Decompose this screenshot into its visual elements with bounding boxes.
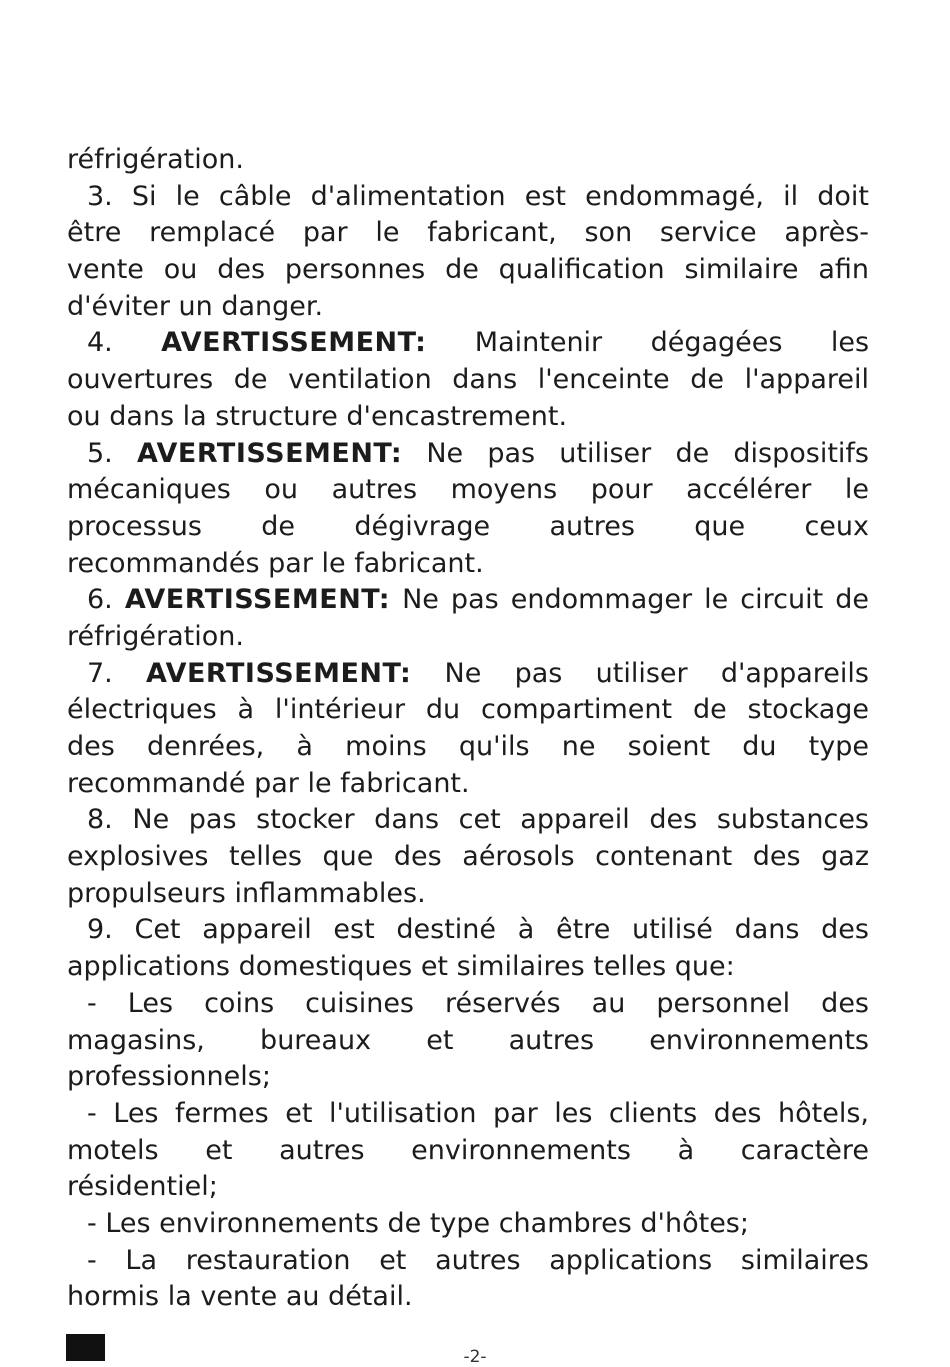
- text-line: [67, 546, 869, 583]
- text-line: [67, 1279, 869, 1316]
- text-line: [67, 949, 869, 986]
- text-line: [67, 1206, 869, 1243]
- line-text: ouvertures de ventilation dans l'enceinte de l'appareil: [67, 364, 869, 396]
- text-line: [67, 1059, 869, 1096]
- text-line: [67, 876, 869, 913]
- line-text: réfrigération.: [67, 620, 244, 652]
- text-line: [67, 729, 869, 766]
- text-line: [67, 1096, 869, 1133]
- text-line: [67, 582, 869, 619]
- text-line: [67, 142, 869, 179]
- line-text: 9. Cet appareil est destiné à être utilisé dans des: [87, 914, 869, 946]
- line-text: - Les coins cuisines réservés au personnel des: [87, 987, 869, 1019]
- text-line: [67, 1133, 869, 1170]
- line-text: motels et autres environnements à caractère: [67, 1134, 869, 1166]
- text-line: [67, 399, 869, 436]
- text-line: [67, 179, 869, 216]
- text-line: [67, 1243, 869, 1280]
- line-text: magasins, bureaux et autres environnements: [67, 1024, 869, 1056]
- text-line: [67, 656, 869, 693]
- line-text: hormis la vente au détail.: [67, 1281, 413, 1313]
- text-line: [67, 839, 869, 876]
- item-number: 6.: [87, 584, 125, 616]
- text-line: [67, 692, 869, 729]
- text-line: [67, 289, 869, 326]
- text-line: [67, 436, 869, 473]
- text-line: [67, 912, 869, 949]
- text-line: [67, 215, 869, 252]
- warning-label: AVERTISSEMENT:: [146, 657, 412, 689]
- line-text: réfrigération.: [67, 144, 244, 175]
- text-line: [67, 472, 869, 509]
- text-line: [67, 252, 869, 289]
- line-text: - Les environnements de type chambres d'hôtes;: [87, 1207, 749, 1239]
- page-number: -2-: [463, 1347, 487, 1367]
- line-text: mécaniques ou autres moyens pour accélérer le: [67, 474, 869, 506]
- line-text: explosives telles que des aérosols contenant des gaz: [67, 841, 869, 873]
- text-line: [67, 986, 869, 1023]
- text-line: [67, 325, 869, 362]
- line-text: être remplacé par le fabricant, son service après-: [67, 217, 869, 249]
- document-body: [67, 142, 869, 1316]
- item-number: 4.: [87, 327, 162, 359]
- text-line: [67, 802, 869, 839]
- line-text: résidentiel;: [67, 1171, 218, 1203]
- line-text: 3. Si le câble d'alimentation est endommagé, il doit: [87, 180, 869, 212]
- line-text: Ne pas endommager le circuit de: [390, 584, 869, 616]
- line-text: des denrées, à moins qu'ils ne soient du type: [67, 731, 869, 762]
- text-line: [67, 766, 869, 803]
- warning-label: AVERTISSEMENT:: [161, 327, 427, 359]
- line-text: applications domestiques et similaires telles que:: [67, 951, 735, 983]
- text-line: [67, 362, 869, 399]
- line-text: Maintenir dégagées les: [426, 327, 869, 359]
- line-text: - Les fermes et l'utilisation par les clients des hôtels,: [87, 1097, 869, 1129]
- line-text: vente ou des personnes de qualification similaire afin: [67, 254, 869, 286]
- item-number: 7.: [87, 657, 147, 689]
- line-text: recommandés par le fabricant.: [67, 547, 484, 579]
- warning-label: AVERTISSEMENT:: [136, 437, 403, 469]
- line-text: professionnels;: [67, 1061, 271, 1093]
- text-line: [67, 1023, 869, 1060]
- line-text: d'éviter un danger.: [67, 290, 324, 322]
- item-number: 5.: [87, 437, 137, 469]
- text-line: [67, 1169, 869, 1206]
- warning-label: AVERTISSEMENT:: [124, 584, 391, 616]
- line-text: recommandé par le fabricant.: [67, 767, 470, 799]
- line-text: électriques à l'intérieur du compartiment de stockage: [67, 694, 869, 726]
- line-text: ou dans la structure d'encastrement.: [67, 400, 568, 432]
- line-text: propulseurs inflammables.: [67, 877, 426, 909]
- line-text: Ne pas utiliser d'appareils: [411, 657, 869, 689]
- line-text: processus de dégivrage autres que ceux: [67, 510, 869, 542]
- text-line: [67, 509, 869, 546]
- text-line: [67, 619, 869, 656]
- line-text: Ne pas utiliser de dispositifs: [402, 437, 869, 469]
- line-text: 8. Ne pas stocker dans cet appareil des substances: [87, 804, 869, 836]
- line-text: - La restauration et autres applications similaires: [87, 1244, 869, 1276]
